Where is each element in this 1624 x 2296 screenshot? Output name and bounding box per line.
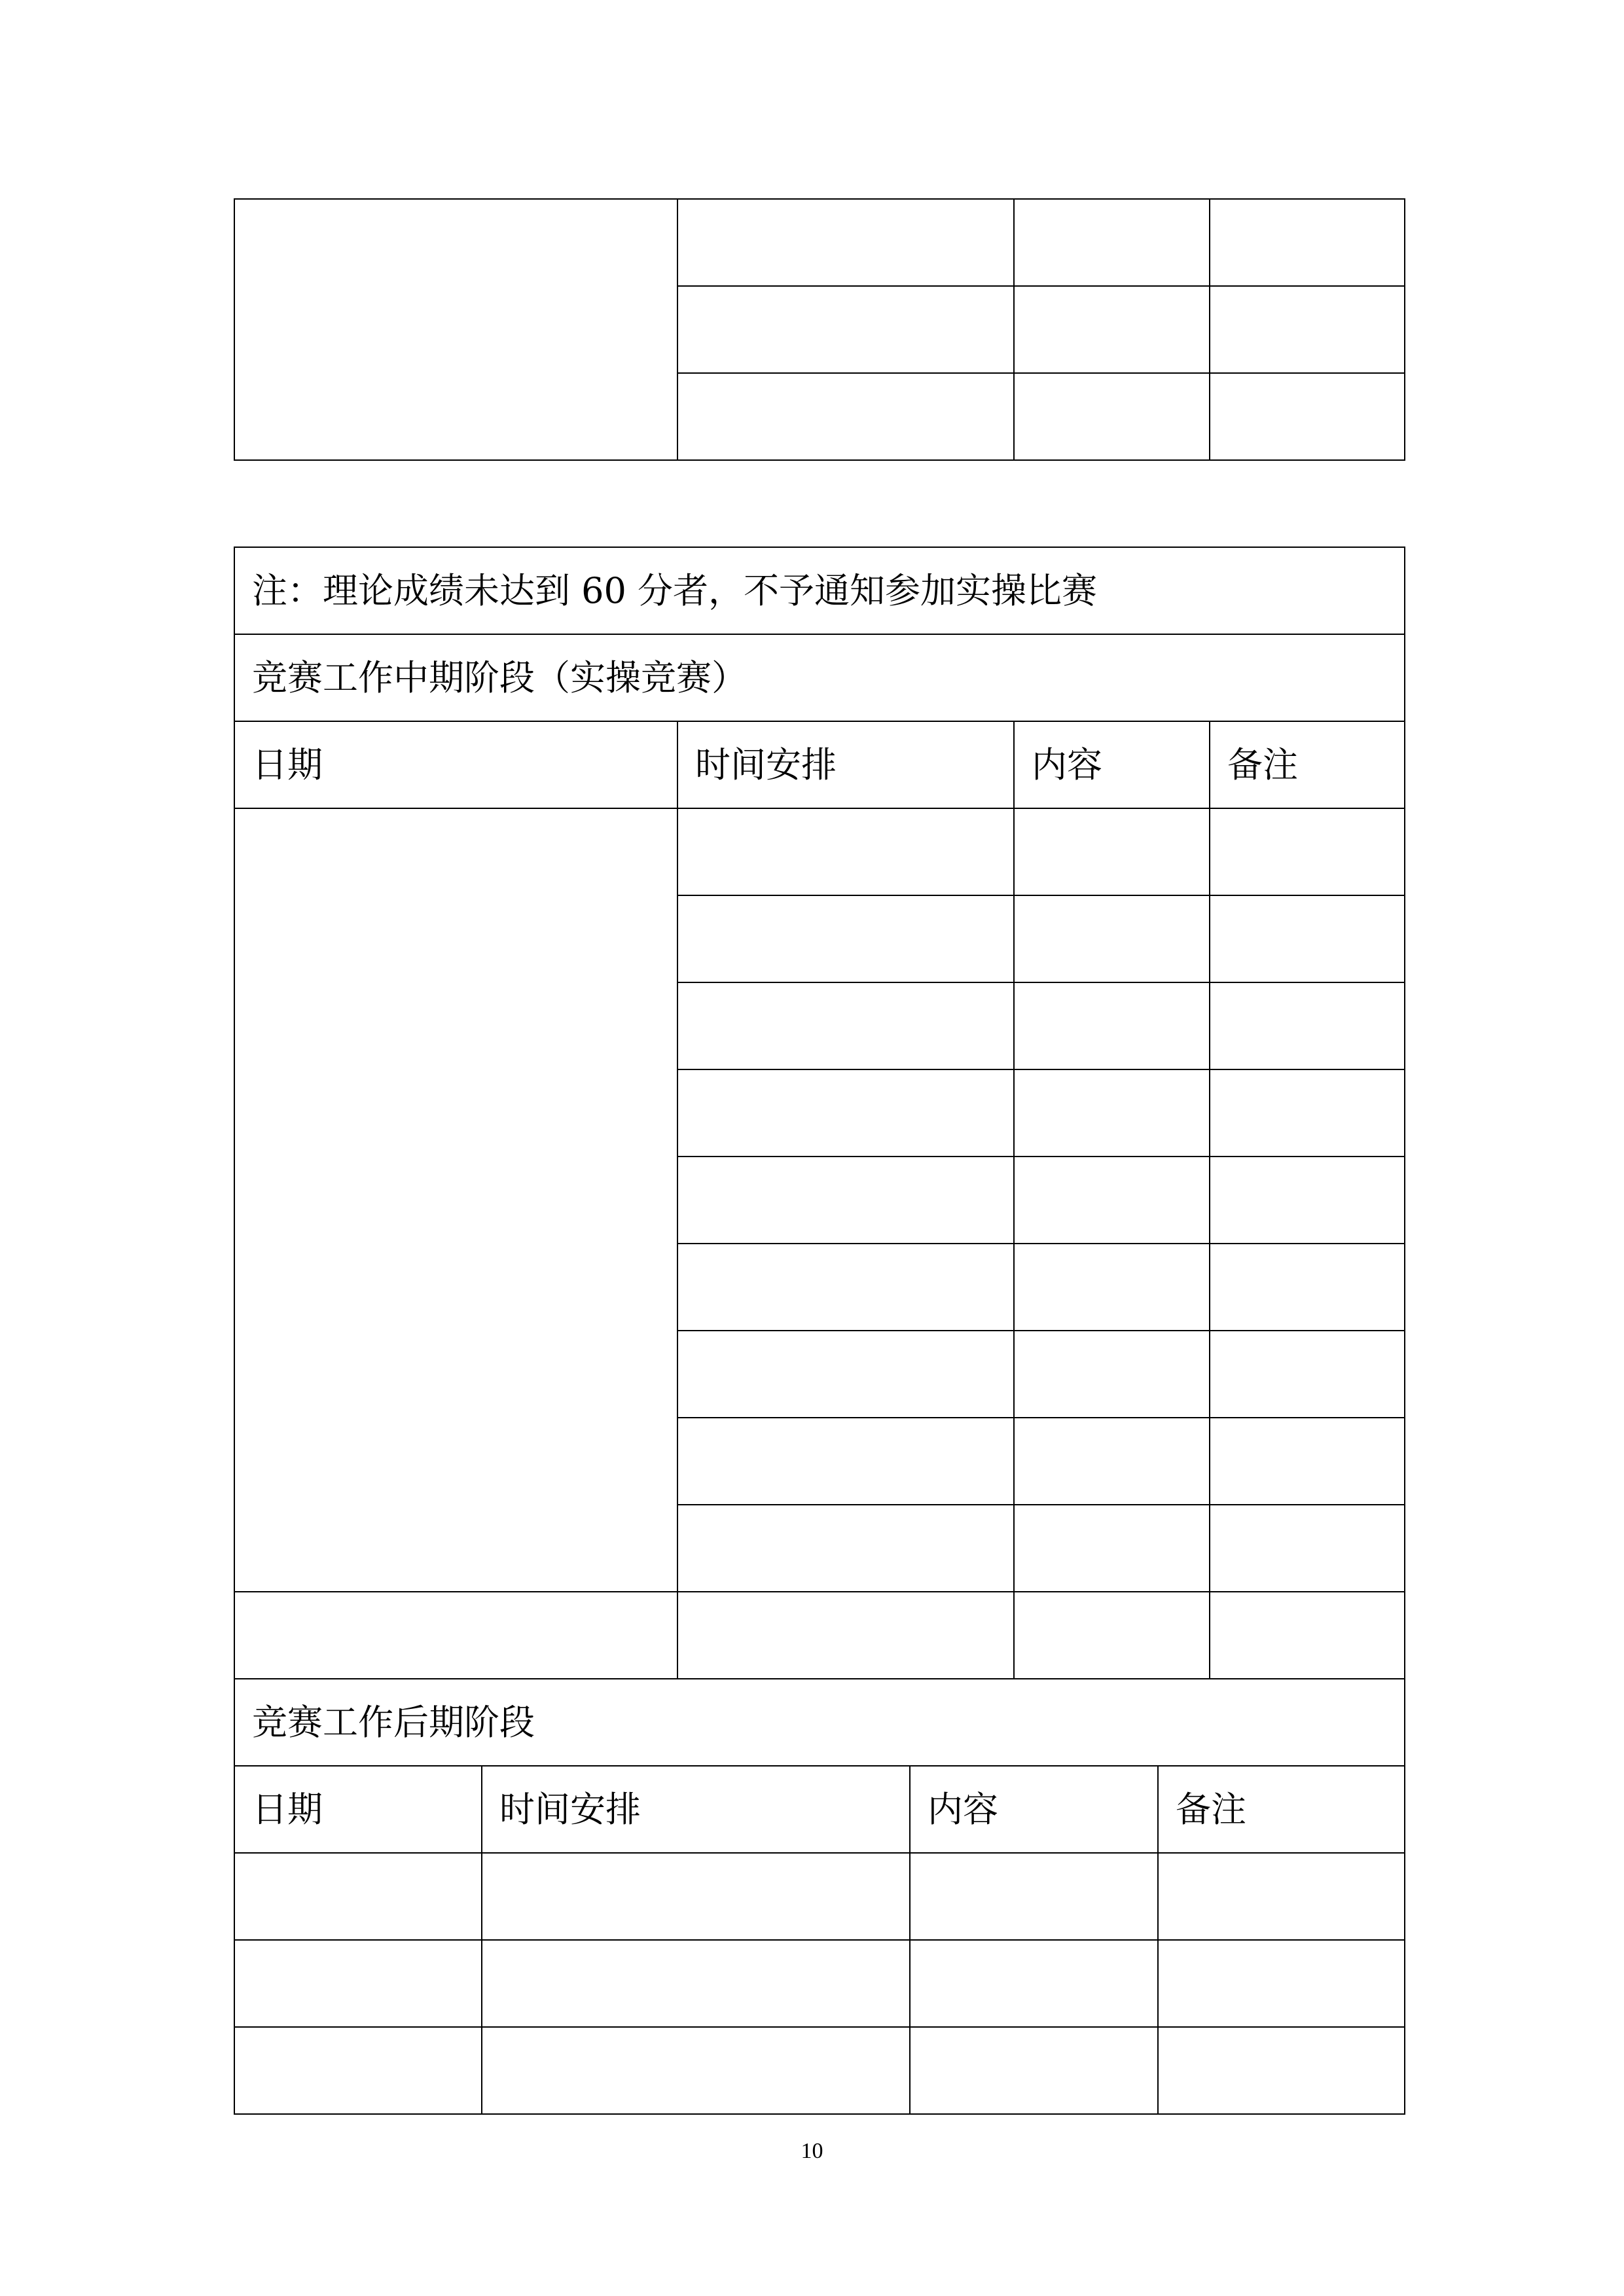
time-cell [677, 373, 1014, 460]
time-cell [677, 1418, 1014, 1505]
time-cell [482, 1853, 910, 1940]
date-cell [234, 808, 677, 1592]
remark-cell [1210, 286, 1405, 373]
content-cell [910, 1940, 1158, 2027]
header-remark: 备注 [1210, 721, 1405, 808]
remark-cell [1158, 1940, 1405, 2027]
header-content: 内容 [910, 1766, 1158, 1853]
header-date: 日期 [234, 721, 677, 808]
content-cell [1014, 808, 1210, 895]
table-row [234, 199, 1405, 286]
remark-cell [1210, 1244, 1405, 1331]
remark-cell [1210, 373, 1405, 460]
content-cell [1014, 286, 1210, 373]
time-cell [677, 1069, 1014, 1157]
time-cell [482, 2027, 910, 2114]
remark-cell [1210, 199, 1405, 286]
header-row [234, 1766, 1405, 1853]
stage-title-row [234, 634, 1405, 721]
remark-cell [1210, 1592, 1405, 1679]
time-cell [482, 1940, 910, 2027]
header-date: 日期 [234, 1766, 482, 1853]
content-cell [910, 1853, 1158, 1940]
remark-cell [1210, 1157, 1405, 1244]
table-row [234, 2027, 1405, 2114]
header-content: 内容 [1014, 721, 1210, 808]
note-text: 注：理论成绩未达到 60 分者，不予通知参加实操比赛 [234, 547, 1405, 634]
time-cell [677, 808, 1014, 895]
header-row [234, 721, 1405, 808]
time-cell [677, 895, 1014, 982]
header-time: 时间安排 [677, 721, 1014, 808]
content-cell [1014, 1505, 1210, 1592]
remark-cell [1210, 1505, 1405, 1592]
remark-cell [1158, 2027, 1405, 2114]
table-row [234, 1940, 1405, 2027]
content-cell [1014, 1157, 1210, 1244]
page-number: 10 [801, 2139, 823, 2163]
content-cell [1014, 1244, 1210, 1331]
content-cell [1014, 1592, 1210, 1679]
remark-cell [1210, 808, 1405, 895]
header-remark: 备注 [1158, 1766, 1405, 1853]
table-row [234, 808, 1405, 895]
content-cell [1014, 982, 1210, 1069]
time-cell [677, 1505, 1014, 1592]
content-cell [1014, 199, 1210, 286]
time-cell [677, 1157, 1014, 1244]
date-cell [234, 1940, 482, 2027]
date-cell [234, 199, 677, 460]
table-row [234, 1592, 1405, 1679]
time-cell [677, 199, 1014, 286]
note-row [234, 547, 1405, 634]
date-cell [234, 1853, 482, 1940]
remark-cell [1210, 982, 1405, 1069]
header-time: 时间安排 [482, 1766, 910, 1853]
stage-title-row [234, 1679, 1405, 1766]
time-cell [677, 1244, 1014, 1331]
content-cell [910, 2027, 1158, 2114]
time-cell [677, 982, 1014, 1069]
table-row [234, 1853, 1405, 1940]
date-cell [234, 1592, 677, 1679]
time-cell [677, 1592, 1014, 1679]
remark-cell [1210, 1069, 1405, 1157]
remark-cell [1210, 1418, 1405, 1505]
remark-cell [1210, 895, 1405, 982]
mid-stage-title: 竞赛工作中期阶段（实操竞赛） [234, 634, 1405, 721]
content-cell [1014, 1418, 1210, 1505]
content-cell [1014, 1331, 1210, 1418]
time-cell [677, 286, 1014, 373]
schedule-table-continuation [234, 198, 1405, 461]
remark-cell [1158, 1853, 1405, 1940]
time-cell [677, 1331, 1014, 1418]
remark-cell [1210, 1331, 1405, 1418]
competition-schedule-table [234, 547, 1405, 2115]
content-cell [1014, 895, 1210, 982]
content-cell [1014, 1069, 1210, 1157]
date-cell [234, 2027, 482, 2114]
late-stage-title: 竞赛工作后期阶段 [234, 1679, 1405, 1766]
content-cell [1014, 373, 1210, 460]
